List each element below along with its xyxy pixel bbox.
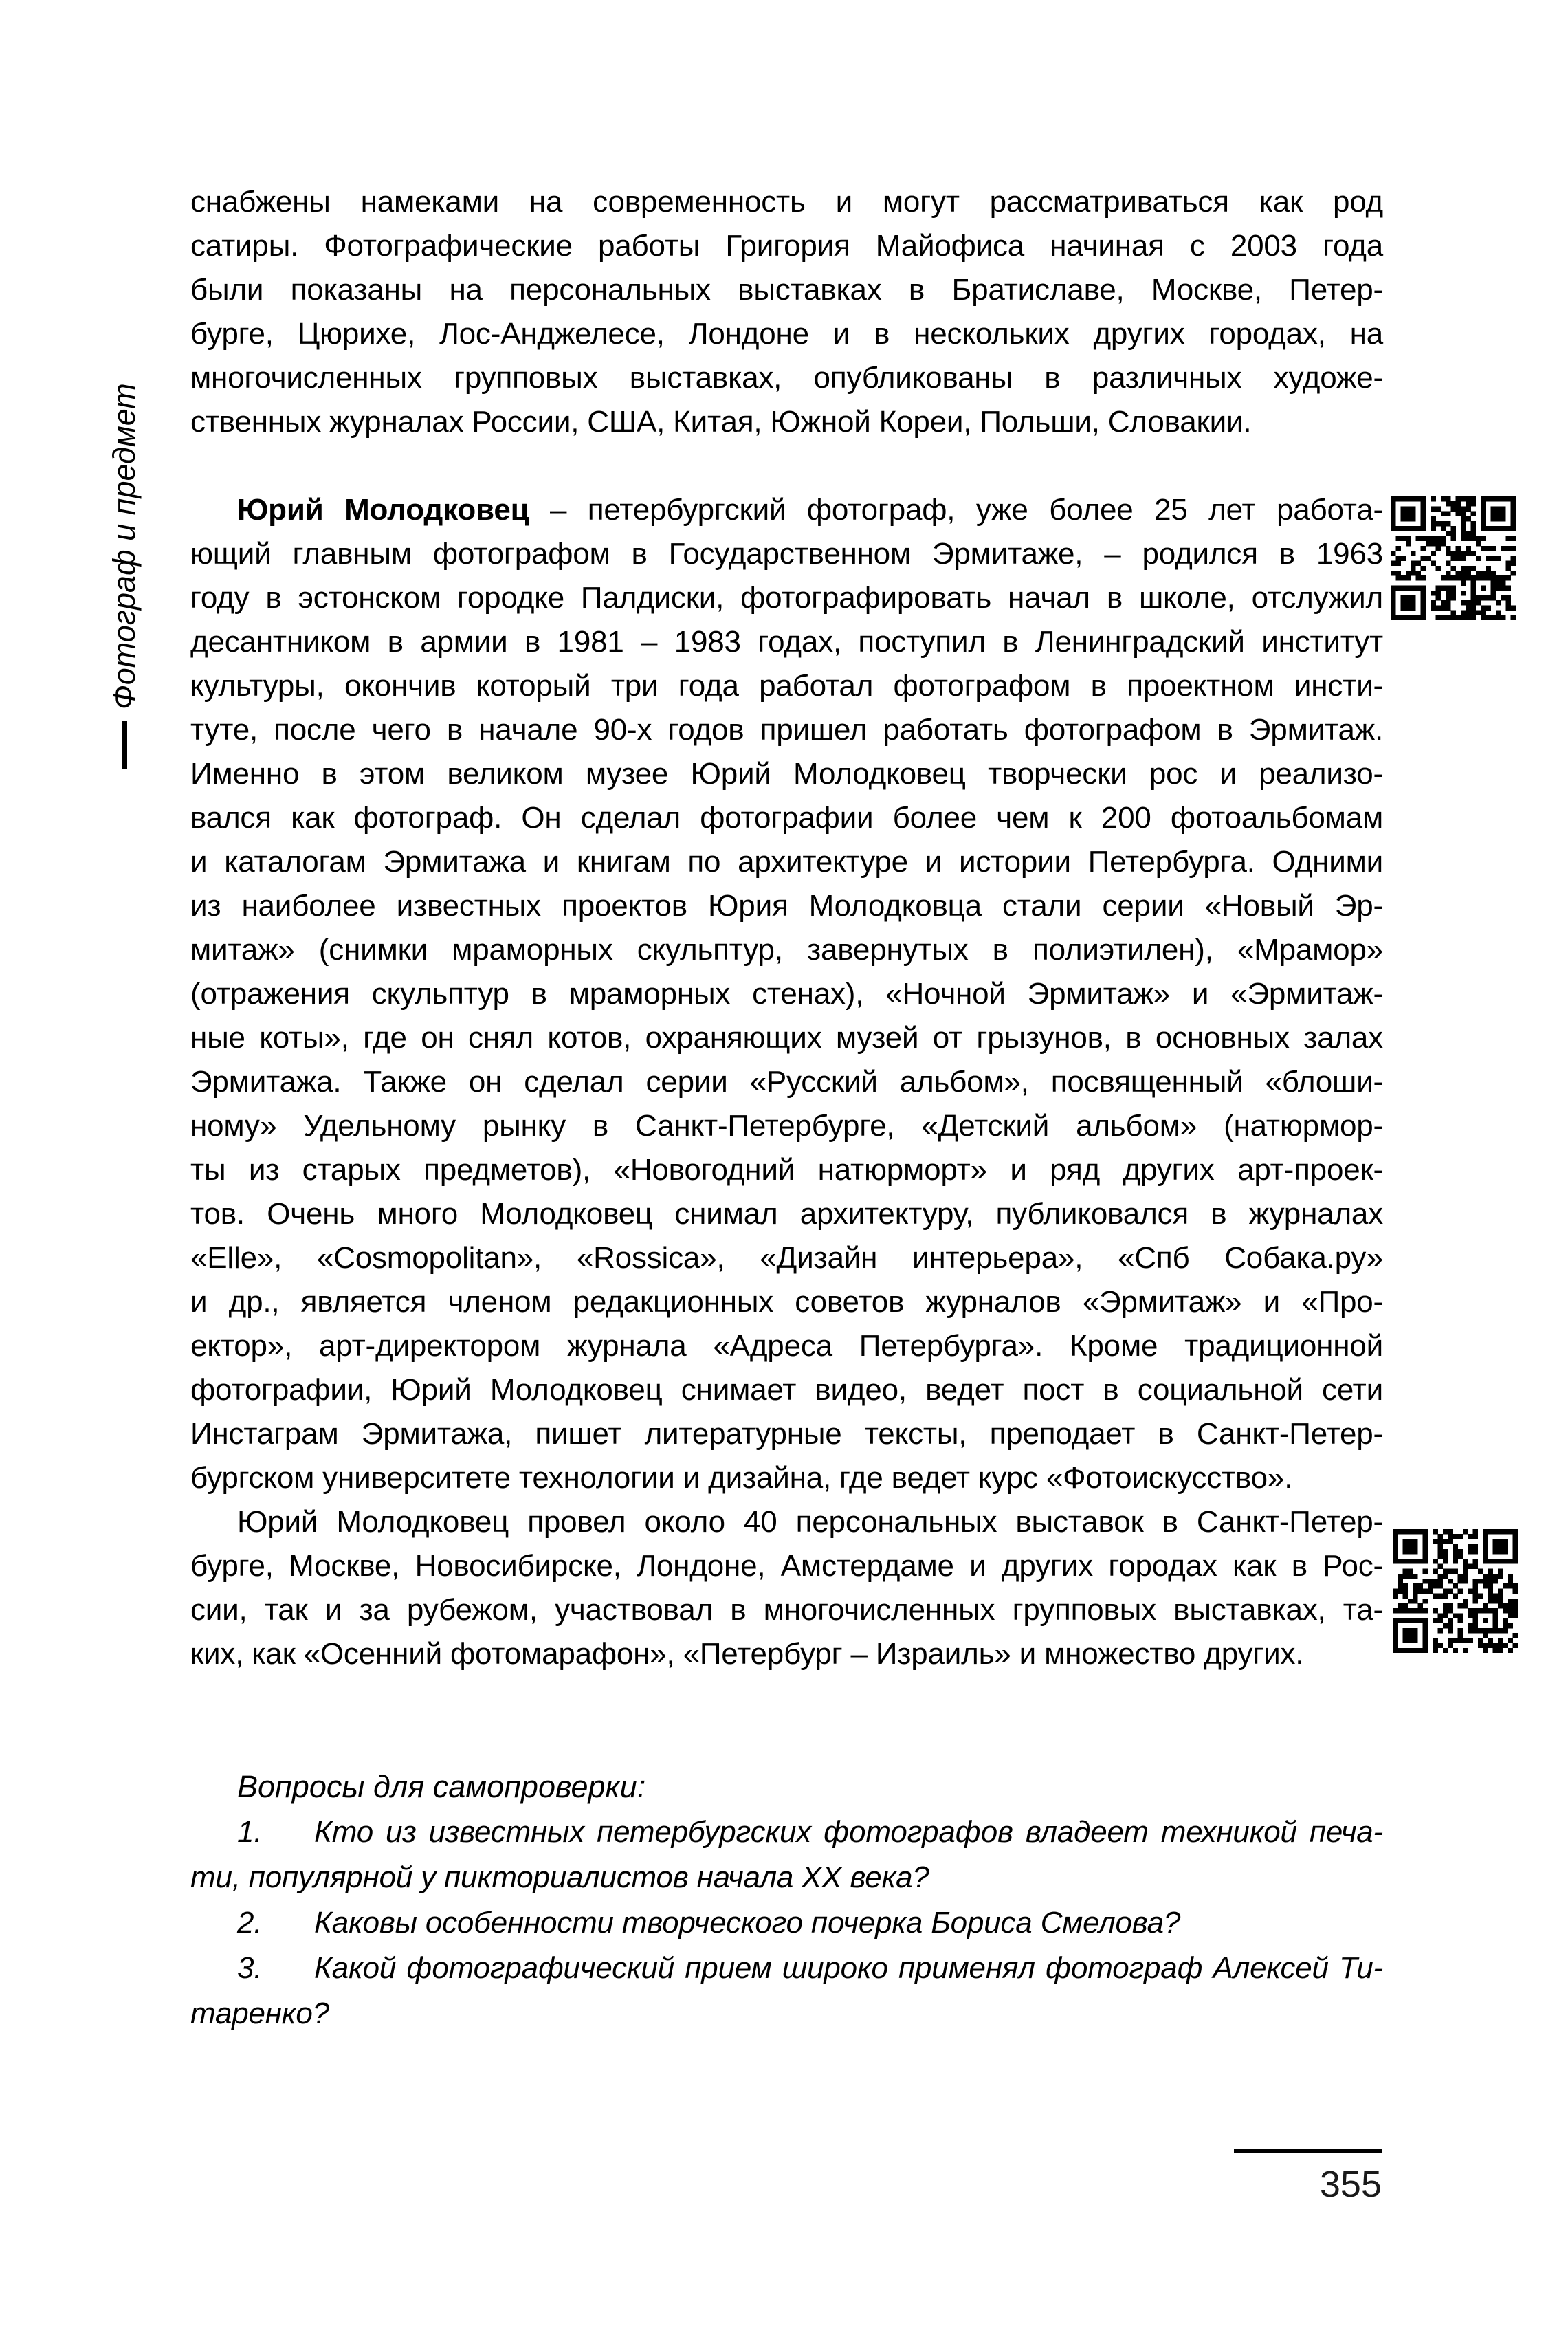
self-check-questions (190, 1764, 1383, 2036)
text-line: ющий главным фотографом в Государственном Эрмитаже, – родился в 1963 (190, 537, 1383, 571)
text-line: бурге, Цюрихе, Лос-Анджелесе, Лондоне и в нескольких других городах, на (190, 317, 1383, 351)
chapter-title-vertical: Фотограф и предмет (107, 383, 142, 710)
question-line-wrap: таренко? (190, 1997, 329, 2030)
question-line-wrap: ти, популярной у пикториалистов начала XX века? (190, 1860, 929, 1894)
body-paragraph (190, 1500, 1383, 1676)
text-line: ких, как «Осенний фотомарафон», «Петербург – Израиль» и множество других. (190, 1637, 1304, 1671)
text-line: были показаны на персональных выставках в Братиславе, Москве, Петер- (190, 273, 1383, 307)
text-line: фотографии, Юрий Молодковец снимает видео, ведет пост в социальной сети (190, 1373, 1383, 1407)
sidebar-rule (122, 721, 127, 769)
question-line: 3. Какой фотографический прием широко применял фотограф Алексей Ти- (190, 1946, 1383, 1991)
text-line: из наиболее известных проектов Юрия Молодковца стали серии «Новый Эр- (190, 889, 1383, 923)
text-line: вался как фотограф. Он сделал фотографии более чем к 200 фотоальбомам (190, 801, 1383, 835)
text-line: Юрий Молодковец – петербургский фотограф, уже более 25 лет работа- (237, 493, 1383, 527)
body-text (190, 180, 1383, 1676)
body-paragraphs (190, 180, 1383, 1676)
text-line: «Elle», «Cosmopolitan», «Rossica», «Дизайн интерьера», «Спб Собака.ру» (190, 1241, 1383, 1275)
text-line: и каталогам Эрмитажа и книгам по архитектуре и истории Петербурга. Одними (190, 845, 1383, 879)
questions-heading: Вопросы для самопроверки: (237, 1769, 646, 1804)
text-line: году в эстонском городке Палдиски, фотографировать начал в школе, отслужил (190, 581, 1383, 615)
text-line: и др., является членом редакционных советов журналов «Эрмитаж» и «Про- (190, 1285, 1383, 1319)
text-line: ты из старых предметов), «Новогодний натюрморт» и ряд других арт-проек- (190, 1153, 1383, 1187)
body-paragraph (190, 488, 1383, 1500)
text-line: ственных журналах России, США, Китая, Южной Кореи, Польши, Словакии. (190, 405, 1252, 439)
text-line: десантником в армии в 1981 – 1983 годах, поступил в Ленинградский институт (190, 625, 1383, 659)
text-line: ные коты», где он снял котов, охраняющих музей от грызунов, в основных залах (190, 1021, 1383, 1055)
question-line: 2. Каковы особенности творческого почерка Бориса Смелова? (190, 1900, 1383, 1946)
text-line: митаж» (снимки мраморных скульптур, завернутых в полиэтилен), «Мрамор» (190, 933, 1383, 967)
text-line: ектор», арт-директором журнала «Адреса Петербурга». Кроме традиционной (190, 1329, 1383, 1363)
qr-code-icon (1391, 496, 1516, 620)
text-line: культуры, окончив который три года работал фотографом в проектном инсти- (190, 669, 1383, 703)
text-line: тов. Очень много Молодковец снимал архитектуру, публиковался в журналах (190, 1197, 1383, 1231)
questions-list (190, 1810, 1383, 2036)
footer-rule (1234, 2149, 1382, 2153)
page-number: 355 (1319, 2164, 1382, 2205)
qr-code-icon (1393, 1529, 1518, 1653)
text-line: Инстаграм Эрмитажа, пишет литературные тексты, преподает в Санкт-Петер- (190, 1417, 1383, 1451)
question-number: 1. (237, 1815, 263, 1849)
text-line: Именно в этом великом музее Юрий Молодковец творчески рос и реализо- (190, 757, 1383, 791)
text-line: бурге, Москве, Новосибирске, Лондоне, Амстердаме и других городах как в Рос- (190, 1549, 1383, 1583)
text-line: бургском университете технологии и дизайна, где ведет курс «Фотоискусство». (190, 1461, 1293, 1495)
question-line: 1. Кто из известных петербургских фотографов владеет техникой печа- (190, 1810, 1383, 1855)
body-paragraph (190, 180, 1383, 444)
text-line: туте, после чего в начале 90-х годов пришел работать фотографом в Эрмитаж. (190, 713, 1383, 747)
text-line: сатиры. Фотографические работы Григория Майофиса начиная с 2003 года (190, 229, 1383, 263)
chapter-sidebar (104, 383, 144, 769)
text-line: (отражения скульптур в мраморных стенах), «Ночной Эрмитаж» и «Эрмитаж- (190, 977, 1383, 1011)
question-number: 3. (237, 1951, 263, 1985)
text-line: Юрий Молодковец провел около 40 персональных выставок в Санкт-Петер- (237, 1505, 1383, 1539)
text-line: многочисленных групповых выставках, опубликованы в различных художе- (190, 361, 1383, 395)
text-line: сии, так и за рубежом, участвовал в многочисленных групповых выставках, та- (190, 1593, 1383, 1627)
question-number: 2. (237, 1906, 263, 1940)
text-line: снабжены намеками на современность и могут рассматриваться как род (190, 185, 1383, 219)
text-line: Эрмитажа. Также он сделал серии «Русский альбом», посвященный «блоши- (190, 1065, 1383, 1099)
text-line: ному» Удельному рынку в Санкт-Петербурге, «Детский альбом» (натюрмор- (190, 1109, 1383, 1143)
